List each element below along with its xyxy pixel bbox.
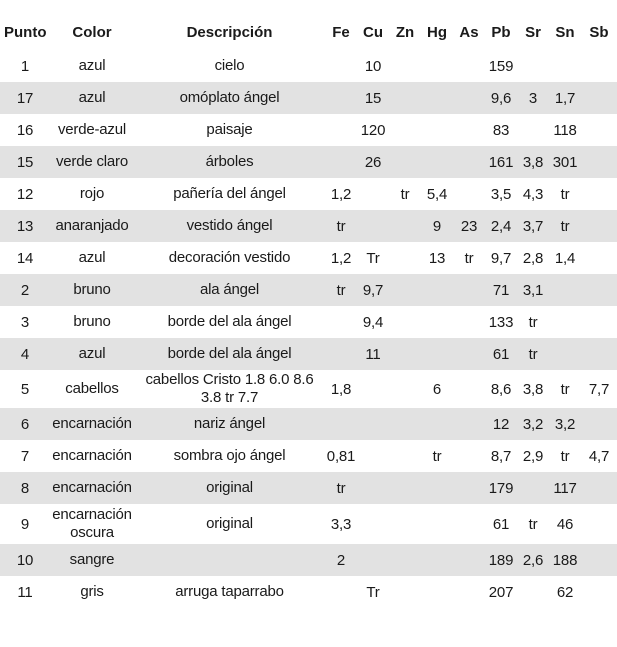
cell-cu: 11: [357, 338, 389, 370]
cell-hg: [421, 338, 453, 370]
cell-sb: [581, 544, 617, 576]
cell-sr: [517, 114, 549, 146]
cell-color: azul: [50, 82, 134, 114]
cell-hg: 13: [428, 249, 446, 267]
cell-hg: 9: [421, 210, 453, 242]
table-row: [0, 370, 617, 408]
cell-color: azul: [50, 338, 134, 370]
cell-zn: [389, 544, 421, 576]
table-row: [0, 50, 617, 82]
cell-sn: 117: [549, 472, 581, 504]
cell-fe: 2: [325, 544, 357, 576]
cell-cu: 10: [364, 57, 382, 75]
cell-desc: vestido ángel: [134, 210, 325, 242]
table-row: [0, 210, 617, 242]
table-row: [0, 178, 617, 210]
cell-hg: [421, 50, 453, 82]
cell-zn: [389, 440, 421, 472]
cell-punto: 13: [0, 210, 50, 242]
cell-pb: 2,4: [485, 210, 517, 242]
table-row: [0, 242, 617, 274]
cell-sr: tr: [528, 313, 538, 331]
cell-as: [453, 50, 485, 82]
cell-punto: 8: [0, 472, 50, 504]
cell-sn: 1,7: [549, 82, 581, 114]
cell-desc: árboles: [134, 146, 325, 178]
cell-color: bruno: [73, 313, 111, 330]
cell-sb: [581, 504, 617, 544]
cell-cu: [357, 472, 389, 504]
header-zn: Zn: [395, 23, 415, 41]
cell-as: [453, 306, 485, 338]
cell-sb: [581, 178, 617, 210]
cell-sb: [581, 114, 617, 146]
cell-sr: 2,8: [522, 249, 544, 267]
header-descripcion: Descripción: [186, 23, 273, 41]
cell-as: [453, 114, 485, 146]
cell-sn: 62: [556, 583, 574, 601]
cell-hg: [421, 544, 453, 576]
cell-fe: [325, 576, 357, 608]
cell-sn: [549, 338, 581, 370]
cell-punto: 17: [0, 82, 50, 114]
cell-desc: omóplato ángel: [134, 82, 325, 114]
cell-fe: 1,8: [330, 380, 352, 398]
cell-punto: 1: [20, 57, 30, 75]
cell-pb: 161: [485, 146, 517, 178]
cell-as: [453, 544, 485, 576]
cell-sr: tr: [528, 515, 538, 533]
cell-punto: 14: [16, 249, 34, 267]
cell-as: [453, 504, 485, 544]
cell-fe: 0,81: [326, 447, 356, 465]
cell-zn: [389, 210, 421, 242]
table-row: [0, 576, 617, 608]
cell-hg: [421, 576, 453, 608]
table-row: [0, 146, 617, 178]
cell-punto: 4: [0, 338, 50, 370]
cell-as: [453, 472, 485, 504]
cell-color: encarnación: [50, 408, 134, 440]
cell-sb: [581, 408, 617, 440]
cell-hg: [421, 408, 453, 440]
cell-punto: 10: [0, 544, 50, 576]
cell-sn: 3,2: [549, 408, 581, 440]
cell-desc: original: [206, 515, 253, 532]
cell-fe: tr: [325, 472, 357, 504]
cell-fe: tr: [325, 274, 357, 306]
cell-hg: [421, 146, 453, 178]
cell-as: [453, 146, 485, 178]
cell-hg: [421, 504, 453, 544]
cell-as: [453, 338, 485, 370]
cell-hg: [421, 472, 453, 504]
header-pb: Pb: [491, 23, 511, 41]
cell-as: [453, 440, 485, 472]
header-sb: Sb: [589, 23, 609, 41]
cell-fe: tr: [325, 210, 357, 242]
cell-hg: [421, 82, 453, 114]
table-row: [0, 472, 617, 504]
cell-sb: [581, 242, 617, 274]
cell-as: [453, 576, 485, 608]
cell-hg: [421, 274, 453, 306]
table-row: [0, 544, 617, 576]
cell-sb: [581, 50, 617, 82]
cell-pb: 8,7: [490, 447, 512, 465]
cell-zn: [389, 576, 421, 608]
cell-as: [453, 408, 485, 440]
cell-sr: [517, 472, 549, 504]
cell-sr: tr: [517, 338, 549, 370]
cell-cu: 15: [357, 82, 389, 114]
header-hg: Hg: [427, 23, 447, 41]
table-row: [0, 82, 617, 114]
cell-desc: cabellos Cristo 1.8 6.0 8.6 3.8 tr 7.7: [145, 371, 314, 406]
table-row: [0, 440, 617, 472]
table-row: [0, 274, 617, 306]
cell-sb: 7,7: [588, 380, 610, 398]
cell-sb: [581, 472, 617, 504]
cell-color: rojo: [79, 185, 105, 202]
header-fe: Fe: [332, 23, 350, 41]
cell-zn: tr: [400, 185, 410, 203]
cell-desc: borde del ala ángel: [167, 313, 292, 330]
cell-as: [453, 178, 485, 210]
cell-punto: 6: [0, 408, 50, 440]
cell-sn: 46: [556, 515, 574, 533]
cell-cu: [357, 440, 389, 472]
cell-pb: 83: [492, 121, 510, 139]
cell-pb: 189: [485, 544, 517, 576]
cell-cu: 120: [360, 121, 386, 139]
header-as: As: [459, 23, 479, 41]
header-cu: Cu: [363, 23, 383, 41]
cell-fe: 1,2: [330, 185, 352, 203]
cell-sb: [581, 306, 617, 338]
cell-color: azul: [78, 57, 106, 74]
cell-sb: [581, 210, 617, 242]
cell-desc: decoración vestido: [168, 249, 291, 266]
cell-punto: 12: [16, 185, 34, 203]
cell-punto: 15: [0, 146, 50, 178]
table-row: [0, 408, 617, 440]
cell-hg: 5,4: [426, 185, 448, 203]
cell-pb: 9,6: [485, 82, 517, 114]
cell-fe: [325, 338, 357, 370]
cell-as: tr: [464, 249, 474, 267]
cell-zn: [389, 274, 421, 306]
cell-zn: [389, 408, 421, 440]
cell-punto: 5: [20, 380, 30, 398]
cell-color: verde claro: [50, 146, 134, 178]
cell-as: [453, 82, 485, 114]
header-sn: Sn: [555, 23, 575, 41]
cell-pb: 207: [488, 583, 514, 601]
cell-sr: 3,8: [517, 146, 549, 178]
cell-pb: 61: [492, 515, 510, 533]
cell-desc: original: [134, 472, 325, 504]
cell-sr: [517, 576, 549, 608]
cell-sn: tr: [560, 447, 570, 465]
cell-zn: [389, 370, 421, 408]
cell-pb: 9,7: [490, 249, 512, 267]
cell-sr: 3,2: [517, 408, 549, 440]
cell-zn: [389, 504, 421, 544]
cell-punto: 2: [0, 274, 50, 306]
cell-zn: [389, 146, 421, 178]
cell-sb: [581, 274, 617, 306]
cell-punto: 16: [16, 121, 34, 139]
elements-table: [0, 14, 617, 608]
cell-color: cabellos: [65, 380, 119, 397]
cell-sr: 3,8: [522, 380, 544, 398]
cell-cu: Tr: [366, 583, 380, 601]
cell-cu: 9,4: [362, 313, 384, 331]
cell-punto: 3: [20, 313, 30, 331]
cell-desc: paisaje: [206, 121, 253, 138]
cell-sn: 188: [549, 544, 581, 576]
cell-color: bruno: [50, 274, 134, 306]
cell-zn: [389, 50, 421, 82]
cell-sr: 2,6: [517, 544, 549, 576]
cell-zn: [389, 472, 421, 504]
cell-cu: 26: [357, 146, 389, 178]
cell-desc: nariz ángel: [134, 408, 325, 440]
header-color: Color: [72, 23, 112, 41]
cell-sn: 118: [553, 121, 577, 139]
cell-sb: [581, 146, 617, 178]
cell-zn: [389, 114, 421, 146]
cell-cu: [357, 210, 389, 242]
cell-punto: 9: [20, 515, 30, 533]
cell-pb: 61: [485, 338, 517, 370]
cell-zn: [389, 82, 421, 114]
cell-as: [453, 370, 485, 408]
cell-color: verde-azul: [57, 121, 127, 138]
cell-pb: 179: [485, 472, 517, 504]
cell-cu: [357, 408, 389, 440]
header-punto: Punto: [4, 23, 47, 41]
cell-as: [453, 274, 485, 306]
cell-sr: 3: [517, 82, 549, 114]
cell-sn: tr: [560, 185, 570, 203]
header-sr: Sr: [525, 23, 541, 41]
cell-color: encarnación: [52, 447, 132, 464]
cell-sb: [581, 82, 617, 114]
cell-zn: [389, 338, 421, 370]
cell-desc: pañería del ángel: [173, 185, 286, 202]
cell-sr: 2,9: [522, 447, 544, 465]
cell-pb: 12: [485, 408, 517, 440]
cell-cu: [357, 370, 389, 408]
cell-sr: 3,7: [517, 210, 549, 242]
cell-fe: [325, 408, 357, 440]
cell-sr: 4,3: [522, 185, 544, 203]
cell-fe: 1,2: [330, 249, 352, 267]
cell-pb: 133: [488, 313, 514, 331]
cell-pb: 8,6: [490, 380, 512, 398]
cell-cu: Tr: [366, 249, 380, 267]
cell-sb: 4,7: [588, 447, 610, 465]
cell-cu: [357, 544, 389, 576]
cell-fe: [325, 82, 357, 114]
cell-hg: tr: [432, 447, 442, 465]
cell-desc: arruga taparrabo: [175, 583, 284, 600]
header-row: [0, 14, 617, 50]
cell-punto: 11: [17, 583, 33, 601]
cell-pb: 3,5: [490, 185, 512, 203]
cell-fe: [325, 50, 357, 82]
cell-sn: [549, 274, 581, 306]
cell-desc: borde del ala ángel: [134, 338, 325, 370]
cell-desc: ala ángel: [134, 274, 325, 306]
cell-sn: [549, 306, 581, 338]
cell-punto: 7: [20, 447, 30, 465]
cell-color: sangre: [50, 544, 134, 576]
cell-zn: [389, 242, 421, 274]
cell-as: 23: [453, 210, 485, 242]
cell-sb: [581, 576, 617, 608]
cell-sr: [517, 50, 549, 82]
cell-desc: [134, 544, 325, 576]
cell-sr: 3,1: [517, 274, 549, 306]
cell-color: encarnación oscura: [52, 506, 132, 541]
cell-color: gris: [80, 583, 104, 600]
cell-pb: 159: [488, 57, 514, 75]
cell-cu: [357, 178, 389, 210]
cell-color: azul: [78, 249, 106, 266]
table-row: [0, 504, 617, 544]
cell-pb: 71: [485, 274, 517, 306]
cell-desc: cielo: [214, 57, 245, 74]
table-row: [0, 114, 617, 146]
cell-hg: 6: [432, 380, 442, 398]
cell-sn: tr: [549, 210, 581, 242]
cell-color: encarnación: [50, 472, 134, 504]
cell-cu: [357, 504, 389, 544]
cell-sn: 301: [549, 146, 581, 178]
cell-sn: [549, 50, 581, 82]
cell-desc: sombra ojo ángel: [173, 447, 286, 464]
cell-zn: [389, 306, 421, 338]
cell-fe: [325, 306, 357, 338]
cell-sn: 1,4: [554, 249, 576, 267]
cell-fe: [325, 114, 357, 146]
cell-color: anaranjado: [50, 210, 134, 242]
table-row: [0, 306, 617, 338]
cell-hg: [421, 114, 453, 146]
cell-fe: [325, 146, 357, 178]
table-row: [0, 338, 617, 370]
cell-hg: [421, 306, 453, 338]
cell-sb: [581, 338, 617, 370]
cell-fe: 3,3: [330, 515, 352, 533]
cell-sn: tr: [560, 380, 570, 398]
cell-cu: 9,7: [357, 274, 389, 306]
